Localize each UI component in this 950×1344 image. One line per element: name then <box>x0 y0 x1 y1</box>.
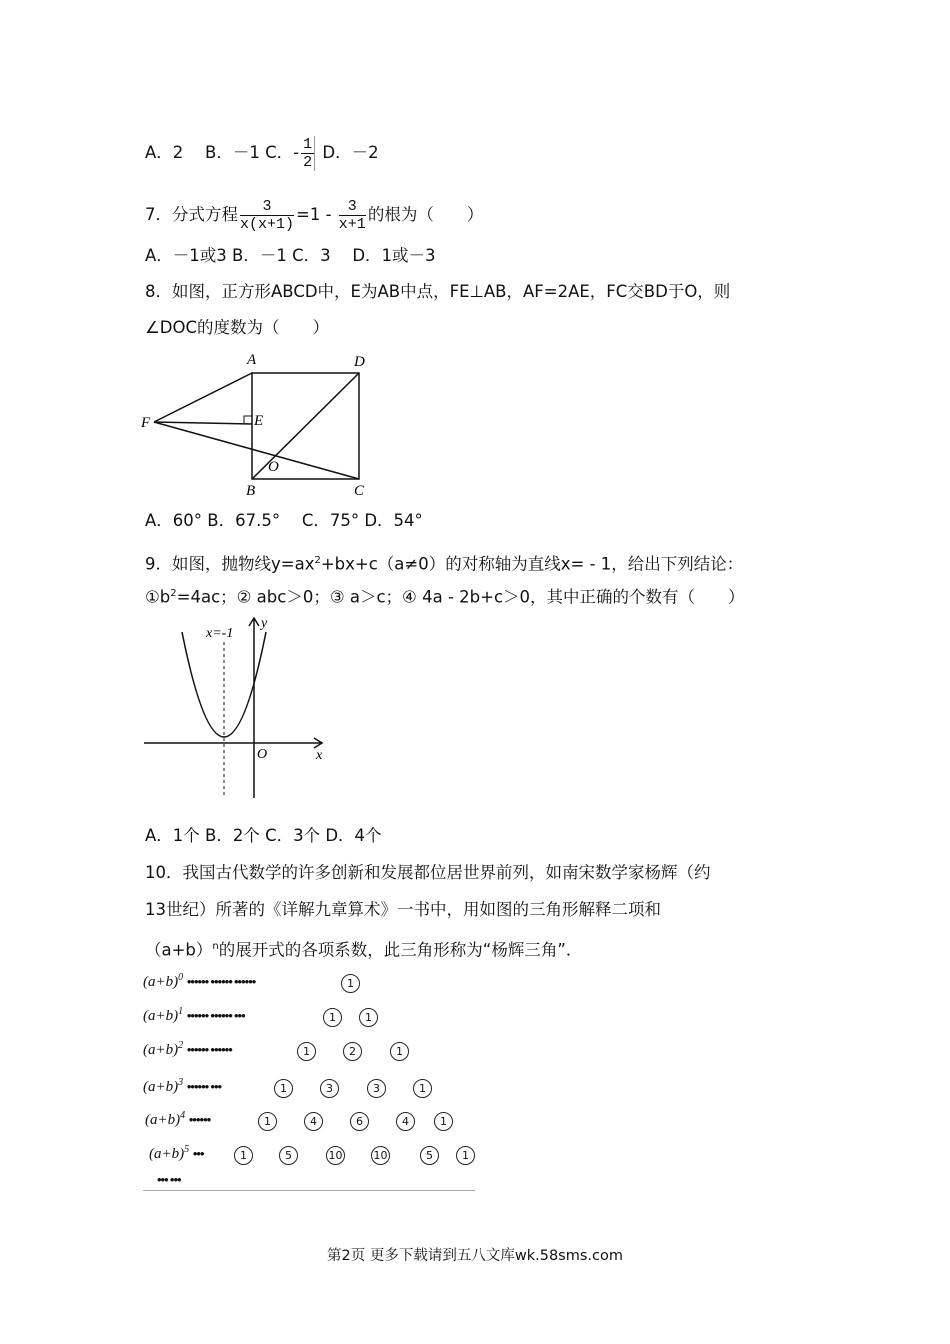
label-d: D <box>354 354 365 370</box>
coefficient: 1 <box>234 1146 253 1165</box>
q7-options: A．－1或3 B．－1 C．3 D．1或－3 <box>145 246 436 265</box>
parabola-graph <box>140 612 340 802</box>
square-figure <box>140 348 380 503</box>
coefficient: 1 <box>413 1079 432 1098</box>
q10-line3 <box>145 936 582 962</box>
numerator: 1 <box>303 136 313 153</box>
dots: •••••• •••••• ••• <box>186 1008 245 1023</box>
q7-prefix: 7．分式方程 <box>145 205 238 224</box>
origin-label: O <box>257 747 268 762</box>
option-d: D．－2 <box>322 143 379 162</box>
coefficient: 1 <box>456 1146 475 1165</box>
dots: •••••• ••• <box>186 1079 222 1094</box>
q6-options <box>145 136 379 171</box>
text: +bx+c（a≠0）的对称轴为直线x= - 1，给出下列结论： <box>320 554 744 574</box>
coefficient: 1 <box>434 1112 453 1131</box>
dots: ••• <box>192 1146 204 1161</box>
coefficient: 4 <box>396 1112 415 1131</box>
fraction-1 <box>240 198 294 233</box>
numerator: 3 <box>240 198 294 216</box>
binomial: (a+b) <box>145 1112 181 1128</box>
exponent: 3 <box>178 1077 184 1088</box>
option-a: A．2 <box>145 143 184 162</box>
fraction-2 <box>339 198 366 233</box>
coefficient: 6 <box>350 1112 369 1131</box>
label-c: C <box>354 483 365 499</box>
y-axis-label: y <box>261 616 268 631</box>
coefficient: 1 <box>258 1112 277 1131</box>
q7-mid: =1 - <box>296 205 337 224</box>
label-b: B <box>246 483 256 499</box>
denominator: x+1 <box>338 216 366 233</box>
coefficient: 1 <box>341 974 360 993</box>
triangle-row-label <box>143 1006 245 1025</box>
label-f: F <box>141 415 151 431</box>
binomial: (a+b) <box>143 1079 179 1095</box>
q8-line1: 8．如图，正方形ABCD中，E为AB中点，FE⊥AB，AF=2AE，FC交BD于O，则 <box>145 282 731 301</box>
symmetry-axis-label: x=-1 <box>206 626 234 641</box>
text: （a+b） <box>145 940 213 960</box>
coefficient: 4 <box>304 1112 323 1131</box>
q7-suffix: 的根为（ ） <box>367 205 484 224</box>
numerator: 3 <box>339 198 366 216</box>
binomial: (a+b) <box>143 974 179 990</box>
coefficient: 3 <box>367 1079 386 1098</box>
q8-line2: ∠DOC的度数为（ ） <box>145 318 330 337</box>
text: =4ac；② abc＞0；③ a＞c；④ 4a - 2b+c＞0，其中正确的个数有（ ） <box>176 587 745 607</box>
triangle-row-label <box>143 1040 232 1059</box>
coefficient: 1 <box>390 1042 409 1061</box>
dots: •••••• •••••• <box>186 1042 232 1057</box>
q9-line2 <box>145 583 745 609</box>
denominator: 2 <box>303 154 313 171</box>
triangle-row-label <box>149 1144 204 1163</box>
q9-options: A．1个 B．2个 C．3个 D．4个 <box>145 826 382 845</box>
coefficient: 10 <box>371 1146 390 1165</box>
label-a: A <box>247 352 257 368</box>
triangle-row-label <box>143 1077 221 1096</box>
coefficient: 2 <box>343 1042 362 1061</box>
option-b: B．－1 <box>205 143 260 162</box>
coefficient: 5 <box>420 1146 439 1165</box>
exponent: 0 <box>178 972 184 983</box>
exponent: 2 <box>178 1040 184 1051</box>
label-e: E <box>254 413 264 429</box>
coefficient: 10 <box>326 1146 345 1165</box>
trailing-dots: ••• ••• <box>157 1172 181 1187</box>
binomial: (a+b) <box>143 1008 179 1024</box>
superscript: 2 <box>170 588 177 599</box>
coefficient: 5 <box>279 1146 298 1165</box>
coefficient: 1 <box>274 1079 293 1098</box>
text: 9．如图，抛物线y=ax <box>145 554 315 574</box>
text: ①b <box>145 587 171 607</box>
coefficient: 1 <box>359 1008 378 1027</box>
minus-sign: - <box>293 143 300 162</box>
page-footer: 第2页 更多下载请到五八文库wk.58sms.com <box>327 1248 623 1264</box>
coefficient: 3 <box>320 1079 339 1098</box>
dots: •••••• •••••• •••••• <box>186 974 256 989</box>
yang-hui-triangle <box>143 966 475 1191</box>
exponent: 1 <box>178 1006 184 1017</box>
q8-options: A．60° B．67.5° C．75° D．54° <box>145 511 423 530</box>
option-c: C． <box>265 143 294 162</box>
binomial: (a+b) <box>149 1146 185 1162</box>
coefficient: 1 <box>297 1042 316 1061</box>
triangle-row-label <box>145 1110 210 1129</box>
triangle-row-label <box>143 972 255 991</box>
q10-line1: 10．我国古代数学的许多创新和发展都位居世界前列，如南宋数学家杨辉（约 <box>145 863 711 882</box>
exponent: 4 <box>180 1110 186 1121</box>
q7-question <box>145 198 483 233</box>
superscript: 2 <box>314 555 321 566</box>
x-axis-label: x <box>316 748 323 763</box>
coefficient: 1 <box>323 1008 342 1027</box>
dots: •••••• <box>188 1112 211 1127</box>
fraction <box>301 136 315 171</box>
q9-line1 <box>145 550 743 576</box>
binomial: (a+b) <box>143 1042 179 1058</box>
exponent: 5 <box>184 1144 190 1155</box>
q10-line2: 13世纪）所著的《详解九章算术》一书中，用如图的三角形解释二项和 <box>145 900 661 919</box>
text: 的展开式的各项系数，此三角形称为“杨辉三角”． <box>218 940 583 960</box>
label-o: O <box>268 459 279 475</box>
denominator: x(x+1) <box>240 216 295 233</box>
superscript: n <box>212 941 219 952</box>
